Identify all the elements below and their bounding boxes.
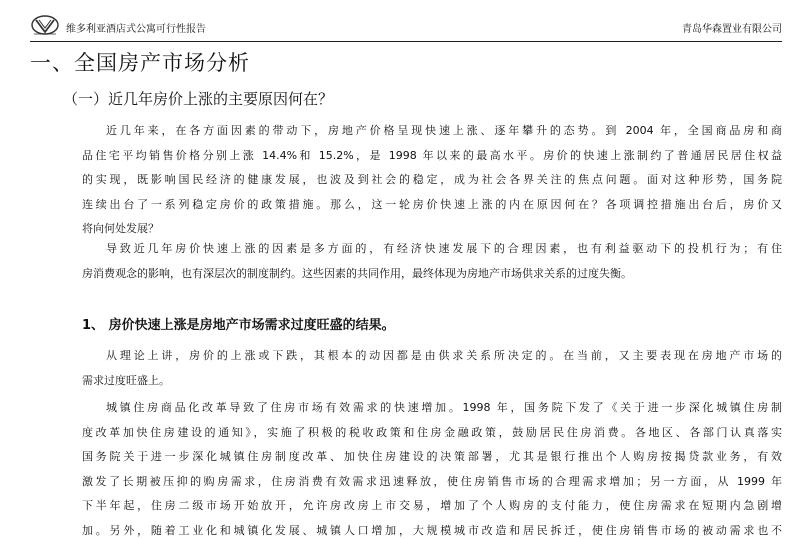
text-line: 激发了长期被压抑的购房需求，住房消费有效需求迅速释放，使住房销售市场的合理需求增加；另一方面，从 1999 年 [82, 474, 782, 488]
paragraph-1 [82, 119, 782, 242]
text-line: 连续出台了一系列稳定房价的政策措施。那么，这一轮房价快速上涨的内在原因何在？各项调控措施出台后，房价又 [82, 197, 782, 211]
text-line: 导致近几年房价快速上涨的因素是多方面的，有经济快速发展下的合理因素，也有利益驱动下的投机行为；有住 [106, 242, 782, 255]
text-line: 近几年来，在各方面因素的带动下，房地产价格呈现快速上涨、逐年攀升的态势。到 2004 年，全国商品房和商 [106, 124, 782, 137]
company-name: 青岛华森置业有限公司 [682, 24, 782, 35]
rosette-logo-icon [30, 14, 60, 36]
text-line: 的实现，既影响国民经济的健康发展，也波及到社会的稳定，成为社会各界关注的焦点问题。面对这种形势，国务院 [82, 173, 782, 186]
text-line: 国务院关于进一步深化城镇住房制度改革、加快住房建设的决策部署，尤其是银行推出个人购房按揭贷款业务，有效 [82, 450, 782, 463]
text-line: 城镇住房商品化改革导致了住房市场有效需求的快速增加。1998 年，国务院下发了《关于进一步深化城镇住房制 [106, 401, 782, 414]
heading-point-1: 1、 房价快速上涨是房地产市场需求过度旺盛的结果。 [82, 318, 395, 333]
header-divider [30, 41, 782, 42]
subsection-title: （一）近几年房价上涨的主要原因何在？ [63, 90, 334, 108]
text-line: 品住宅平均销售价格分别上涨 14.4%和 15.2%，是 1998 年以来的最高水平。房价的快速上涨制约了普通居民居住权益 [82, 148, 782, 162]
paragraph-2 [82, 237, 782, 286]
text-line: 房消费观念的影响，也有深层次的制度制约。这些因素的共同作用，最终体现为房地产市场供求关系的过度失衡。 [82, 266, 632, 280]
text-line: 从理论上讲，房价的上涨或下跌，其根本的动因都是由供求关系所决定的。在当前，又主要表现在房地产市场的 [106, 349, 782, 362]
report-title: 维多利亚酒店式公寓可行性报告 [66, 24, 206, 35]
text-line: 度改革加快住房建设的通知》，实施了积极的税收政策和住房金融政策，鼓励居民住房消费。各地区、各部门认真落实 [82, 425, 782, 439]
page-header [30, 14, 782, 40]
paragraph-4 [82, 396, 782, 539]
section-title: 一、全国房产市场分析 [30, 51, 250, 75]
text-line: 加。另外，随着工业化和城镇化发展、城镇人口增加，大规模城市改造和居民拆迁，使住房销售市场的被动需求也不 [82, 523, 782, 537]
text-line: 下半年起，住房二级市场开始放开，允许房改房上市交易，增加了个人购房的支付能力，使住房需求在短期内急剧增 [82, 499, 782, 512]
text-line: 将向何处发展？ [82, 222, 159, 235]
paragraph-3 [82, 344, 782, 393]
text-line: 需求过度旺盛上。 [82, 373, 170, 387]
